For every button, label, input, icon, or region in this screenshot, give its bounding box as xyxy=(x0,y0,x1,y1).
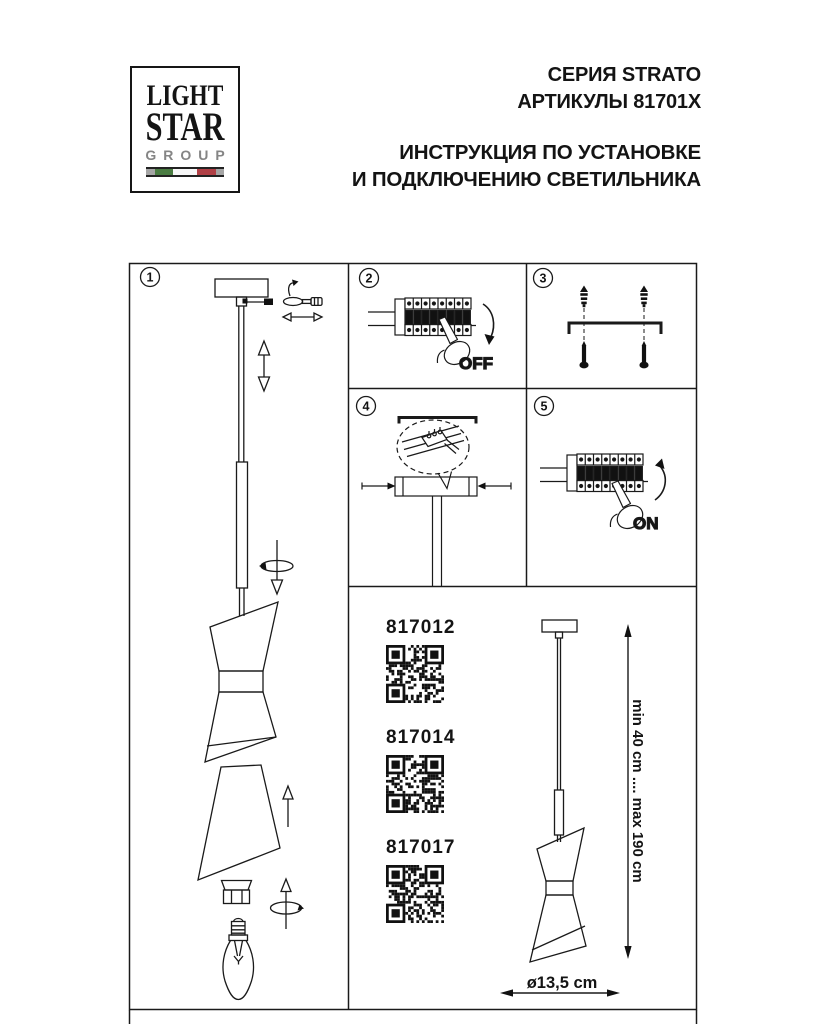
pendant-shade xyxy=(530,828,586,962)
product-code-2: 817014 xyxy=(386,727,456,748)
push-in-arrows xyxy=(362,483,511,490)
step-panel-3 xyxy=(569,286,661,369)
step-3-number: 3 xyxy=(539,271,547,286)
instruction-line-1: ИНСТРУКЦИЯ ПО УСТАНОВКЕ xyxy=(399,141,701,164)
step-badges xyxy=(141,268,554,416)
product-code-1: 817012 xyxy=(386,617,456,638)
breaker-on-label: ON xyxy=(633,514,659,533)
diffuser-cone xyxy=(198,765,280,880)
pendant-rod-upper xyxy=(239,306,244,462)
step-5-number: 5 xyxy=(540,399,548,414)
step-2-number: 2 xyxy=(365,271,373,286)
height-range-label: min 40 cm .... max 190 cm xyxy=(629,699,646,883)
rotate-arrow-icon xyxy=(259,540,293,594)
screw-in-rotate-icon xyxy=(271,879,305,929)
lamp-socket xyxy=(222,881,252,904)
step-1-number: 1 xyxy=(146,270,154,285)
pendant-canopy xyxy=(542,620,577,632)
qr-code-817014 xyxy=(386,755,444,813)
screwdriver-icon xyxy=(283,280,322,322)
series-title: СЕРИЯ STRATO xyxy=(547,64,701,86)
articles-title: АРТИКУЛЫ 81701X xyxy=(517,91,701,113)
set-screw xyxy=(264,299,273,306)
magnifier-bubble xyxy=(397,420,469,474)
panel-grid xyxy=(130,264,697,1024)
step-panel-1 xyxy=(198,279,322,1000)
logo-word-star: STAR xyxy=(145,104,225,149)
logo-word-light: LIGHT xyxy=(146,79,224,112)
pendant-canopy xyxy=(215,279,268,297)
step-panel-2 xyxy=(368,298,495,373)
terminal-block xyxy=(402,426,464,457)
pendant-rod-lower xyxy=(237,462,248,588)
arrow-up-icon xyxy=(283,786,293,827)
diameter-dimension-line xyxy=(500,974,620,997)
qr-code-817012 xyxy=(386,645,444,703)
product-panel xyxy=(386,617,646,997)
height-dimension-line xyxy=(624,624,646,959)
mounting-bracket xyxy=(569,323,661,334)
logo-word-group: GROUP xyxy=(145,147,232,163)
product-code-3: 817017 xyxy=(386,837,456,858)
canopy-mount xyxy=(395,477,477,586)
breaker-off-label: OFF xyxy=(459,354,493,373)
height-adjust-arrow-icon xyxy=(259,341,270,391)
diameter-label: ø13,5 cm xyxy=(526,974,598,992)
step-4-number: 4 xyxy=(362,399,370,414)
step-panel-4 xyxy=(362,418,511,587)
arrow-up-icon xyxy=(655,459,665,501)
pendant-shade xyxy=(205,602,278,762)
light-bulb-icon xyxy=(223,919,254,1000)
pendant-rod xyxy=(558,638,561,790)
instruction-line-2: И ПОДКЛЮЧЕНИЮ СВЕТИЛЬНИКА xyxy=(351,168,701,191)
pendant-rod xyxy=(433,496,442,586)
step-panel-5 xyxy=(540,454,665,533)
arrow-down-icon xyxy=(483,304,495,345)
qr-code-817017 xyxy=(386,865,444,923)
assembled-pendant-drawing xyxy=(530,620,586,962)
